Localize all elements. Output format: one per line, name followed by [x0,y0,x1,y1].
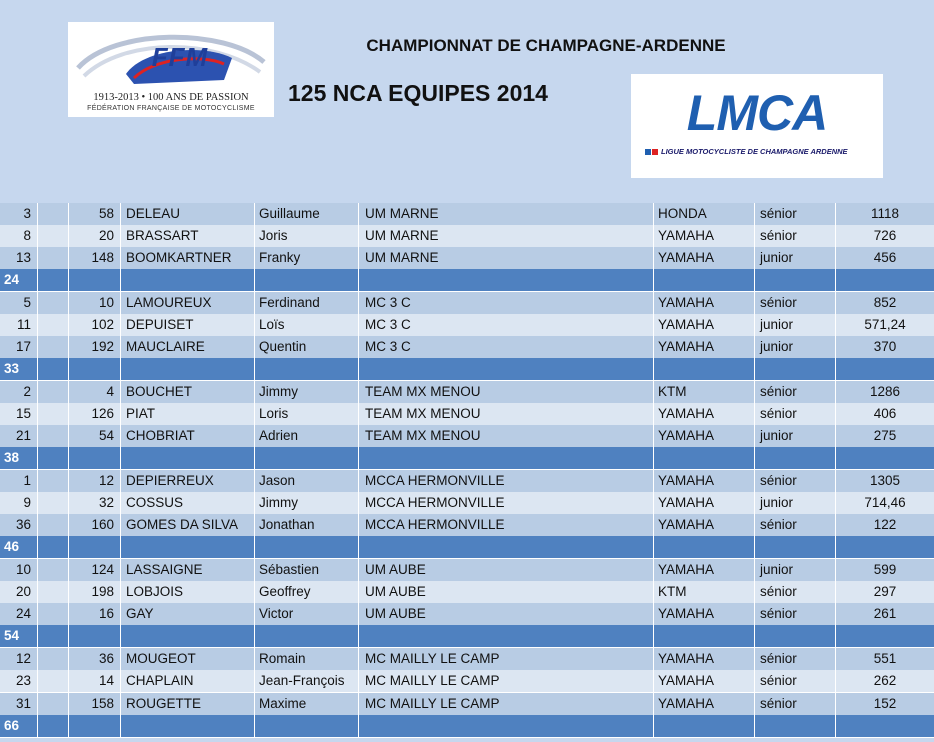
empty-cell [37,603,68,625]
rider-firstname-cell: Jason [254,470,358,492]
page-header [0,0,934,200]
points-cell: 275 [835,425,934,447]
ffm-logo [68,22,274,117]
table-row [0,559,934,581]
race-number-cell [68,715,120,737]
rider-firstname-cell: Victor [254,603,358,625]
category-cell [754,447,835,469]
club-name-cell [358,536,653,558]
brand-cell [653,715,754,737]
table-row [0,514,934,536]
category-cell: sénior [754,381,835,403]
empty-cell [37,269,68,291]
table-row [0,648,934,670]
table-row [0,603,934,625]
table-row [0,403,934,425]
race-number-cell [68,536,120,558]
red-square-icon [652,149,658,155]
rank-cell: 2 [23,384,31,399]
ffm-anniversary: 1913-2013 • 100 ANS DE PASSION [93,92,249,103]
rider-firstname-cell: Quentin [254,336,358,358]
rider-firstname-cell: Sébastien [254,559,358,581]
rider-name-cell [120,536,254,558]
rider-name-cell: LOBJOIS [120,581,254,603]
rider-name-cell: MAUCLAIRE [120,336,254,358]
rider-firstname-cell: Jean-François [254,670,358,692]
rider-firstname-cell: Jimmy [254,381,358,403]
race-number-cell: 126 [68,403,120,425]
points-cell: 1118 [835,203,934,225]
table-row [0,470,934,492]
rider-name-cell [120,625,254,647]
rider-firstname-cell: Joris [254,225,358,247]
rank-cell: 20 [15,584,31,599]
brand-cell [653,625,754,647]
brand-cell: KTM [653,381,754,403]
category-cell [754,715,835,737]
table-row [0,425,934,447]
category-cell: sénior [754,603,835,625]
club-name-cell: TEAM MX MENOU [358,403,653,425]
rider-name-cell: DELEAU [120,203,254,225]
brand-cell [653,447,754,469]
empty-cell [37,403,68,425]
points-cell: 122 [835,514,934,536]
rider-name-cell: BOOMKARTNER [120,247,254,269]
points-cell: 261 [835,603,934,625]
empty-cell [37,581,68,603]
rider-firstname-cell [254,625,358,647]
team-total: 38 [4,450,20,465]
club-name-cell: UM AUBE [358,581,653,603]
club-name-cell: MCCA HERMONVILLE [358,514,653,536]
category-cell: sénior [754,225,835,247]
rider-name-cell: BOUCHET [120,381,254,403]
team-total-row [0,358,934,380]
points-cell: 152 [835,693,934,715]
empty-cell [37,225,68,247]
brand-cell: YAMAHA [653,492,754,514]
points-cell [835,536,934,558]
brand-cell: YAMAHA [653,225,754,247]
rider-name-cell: COSSUS [120,492,254,514]
race-number-cell [68,625,120,647]
lmca-tagline-bar [645,147,869,157]
table-row [0,336,934,358]
brand-cell: YAMAHA [653,470,754,492]
empty-cell [37,247,68,269]
race-number-cell: 54 [68,425,120,447]
club-name-cell: MC MAILLY LE CAMP [358,693,653,715]
rider-firstname-cell: Jonathan [254,514,358,536]
rider-name-cell: DEPIERREUX [120,470,254,492]
table-row [0,203,934,225]
table-row [0,492,934,514]
points-cell: 852 [835,292,934,314]
empty-cell [37,693,68,715]
page-title: CHAMPIONNAT DE CHAMPAGNE-ARDENNE [366,36,726,55]
rider-firstname-cell [254,715,358,737]
brand-cell: YAMAHA [653,336,754,358]
category-cell [754,269,835,291]
rider-firstname-cell: Adrien [254,425,358,447]
rider-name-cell: DEPUISET [120,314,254,336]
rank-cell: 13 [15,250,31,265]
rider-firstname-cell: Loïs [254,314,358,336]
category-cell: junior [754,425,835,447]
team-total-row [0,269,934,291]
empty-cell [37,358,68,380]
empty-cell [37,670,68,692]
race-number-cell [68,269,120,291]
points-cell: 370 [835,336,934,358]
race-number-cell: 198 [68,581,120,603]
page-subtitle: 125 NCA EQUIPES 2014 [288,80,548,106]
category-cell: sénior [754,693,835,715]
club-name-cell: UM MARNE [358,203,653,225]
rider-firstname-cell: Geoffrey [254,581,358,603]
race-number-cell: 14 [68,670,120,692]
team-total: 33 [4,361,20,376]
empty-cell [37,559,68,581]
brand-cell: YAMAHA [653,314,754,336]
rank-cell: 5 [23,295,31,310]
empty-cell [37,536,68,558]
club-name-cell [358,625,653,647]
club-name-cell: UM AUBE [358,559,653,581]
category-cell: junior [754,247,835,269]
club-name-cell: MCCA HERMONVILLE [358,492,653,514]
rider-firstname-cell: Romain [254,648,358,670]
rider-firstname-cell: Loris [254,403,358,425]
empty-cell [37,648,68,670]
brand-cell: YAMAHA [653,648,754,670]
table-row [0,225,934,247]
points-cell: 406 [835,403,934,425]
club-name-cell: TEAM MX MENOU [358,425,653,447]
table-row [0,292,934,314]
brand-cell: YAMAHA [653,403,754,425]
rider-name-cell: GOMES DA SILVA [120,514,254,536]
race-number-cell [68,447,120,469]
empty-cell [37,381,68,403]
rider-name-cell: LAMOUREUX [120,292,254,314]
category-cell: sénior [754,292,835,314]
blue-square-icon [645,149,651,155]
club-name-cell [358,715,653,737]
club-name-cell: UM MARNE [358,247,653,269]
rider-name-cell: GAY [120,603,254,625]
table-row [0,670,934,692]
empty-cell [37,292,68,314]
race-number-cell: 160 [68,514,120,536]
race-number-cell: 158 [68,693,120,715]
rank-cell: 11 [16,317,31,332]
brand-cell: HONDA [653,203,754,225]
rank-cell: 23 [15,673,31,688]
empty-cell [37,447,68,469]
rider-firstname-cell [254,536,358,558]
category-cell: sénior [754,581,835,603]
points-cell [835,715,934,737]
points-cell: 1305 [835,470,934,492]
team-total: 24 [4,272,20,287]
club-name-cell: MC MAILLY LE CAMP [358,648,653,670]
race-number-cell: 124 [68,559,120,581]
category-cell: junior [754,559,835,581]
club-name-cell [358,447,653,469]
rank-cell: 15 [15,406,31,421]
points-cell [835,447,934,469]
rank-cell: 10 [15,562,31,577]
club-name-cell: MC MAILLY LE CAMP [358,670,653,692]
race-number-cell: 58 [68,203,120,225]
empty-cell [37,314,68,336]
points-cell [835,358,934,380]
lmca-mark: LMCA [686,85,828,141]
points-cell: 456 [835,247,934,269]
category-cell: sénior [754,648,835,670]
rider-name-cell [120,715,254,737]
category-cell [754,358,835,380]
rank-cell: 8 [23,228,31,243]
points-cell: 571,24 [835,314,934,336]
rider-name-cell: CHOBRIAT [120,425,254,447]
category-cell: sénior [754,403,835,425]
rider-firstname-cell: Maxime [254,693,358,715]
rank-cell: 3 [23,206,31,221]
brand-cell [653,536,754,558]
race-number-cell: 32 [68,492,120,514]
race-number-cell: 192 [68,336,120,358]
rank-cell: 31 [15,696,31,711]
race-number-cell: 12 [68,470,120,492]
brand-cell [653,269,754,291]
team-total: 54 [4,628,20,643]
rank-cell: 21 [15,428,31,443]
brand-cell: YAMAHA [653,603,754,625]
category-cell [754,625,835,647]
race-number-cell: 148 [68,247,120,269]
table-row [0,381,934,403]
rider-firstname-cell: Franky [254,247,358,269]
team-total-row [0,536,934,558]
rank-cell: 36 [15,517,31,532]
club-name-cell: MC 3 C [358,336,653,358]
rider-name-cell: LASSAIGNE [120,559,254,581]
brand-cell: YAMAHA [653,425,754,447]
rider-name-cell: CHAPLAIN [120,670,254,692]
club-name-cell: UM MARNE [358,225,653,247]
points-cell: 551 [835,648,934,670]
lmca-logo [631,74,883,178]
points-cell: 599 [835,559,934,581]
ffm-mark: FFM [151,42,209,72]
points-cell: 726 [835,225,934,247]
empty-cell [37,336,68,358]
table-row [0,581,934,603]
rider-firstname-cell: Jimmy [254,492,358,514]
points-cell: 1286 [835,381,934,403]
club-name-cell: TEAM MX MENOU [358,381,653,403]
rider-name-cell: PIAT [120,403,254,425]
lmca-tagline: LIGUE MOTOCYCLISTE DE CHAMPAGNE ARDENNE [661,147,848,156]
race-number-cell: 10 [68,292,120,314]
club-name-cell [358,358,653,380]
team-total: 66 [4,718,20,733]
category-cell: sénior [754,203,835,225]
ffm-federation: FÉDÉRATION FRANÇAISE DE MOTOCYCLISME [87,105,255,112]
club-name-cell: MC 3 C [358,314,653,336]
team-total-row [0,625,934,647]
club-name-cell: MC 3 C [358,292,653,314]
rider-name-cell [120,269,254,291]
rider-name-cell: BRASSART [120,225,254,247]
category-cell: junior [754,492,835,514]
category-cell: sénior [754,514,835,536]
empty-cell [37,470,68,492]
empty-cell [37,625,68,647]
category-cell [754,536,835,558]
points-cell: 297 [835,581,934,603]
empty-cell [37,514,68,536]
empty-cell [37,715,68,737]
rank-cell: 17 [15,339,31,354]
brand-cell: YAMAHA [653,514,754,536]
table-row [0,314,934,336]
team-total-row [0,715,934,737]
race-number-cell: 102 [68,314,120,336]
rank-cell: 12 [15,651,31,666]
rider-firstname-cell [254,269,358,291]
rank-cell: 24 [15,606,31,621]
row-separator [0,737,934,738]
race-number-cell: 16 [68,603,120,625]
rider-firstname-cell [254,358,358,380]
rider-name-cell: ROUGETTE [120,693,254,715]
team-total-row [0,447,934,469]
empty-cell [37,203,68,225]
team-total: 46 [4,539,20,554]
rider-name-cell [120,358,254,380]
rider-firstname-cell: Guillaume [254,203,358,225]
points-cell: 262 [835,670,934,692]
race-number-cell: 20 [68,225,120,247]
rider-name-cell [120,447,254,469]
rider-firstname-cell: Ferdinand [254,292,358,314]
rider-name-cell: MOUGEOT [120,648,254,670]
brand-cell: YAMAHA [653,670,754,692]
brand-cell: YAMAHA [653,693,754,715]
race-number-cell [68,358,120,380]
race-number-cell: 4 [68,381,120,403]
empty-cell [37,425,68,447]
table-row [0,693,934,715]
points-cell [835,269,934,291]
category-cell: junior [754,314,835,336]
category-cell: sénior [754,670,835,692]
brand-cell [653,358,754,380]
rider-firstname-cell [254,447,358,469]
brand-cell: KTM [653,581,754,603]
brand-cell: YAMAHA [653,292,754,314]
points-cell: 714,46 [835,492,934,514]
rank-cell: 9 [23,495,31,510]
club-name-cell: MCCA HERMONVILLE [358,470,653,492]
table-row [0,247,934,269]
brand-cell: YAMAHA [653,559,754,581]
rank-cell: 1 [23,473,31,488]
club-name-cell [358,269,653,291]
brand-cell: YAMAHA [653,247,754,269]
empty-cell [37,492,68,514]
category-cell: junior [754,336,835,358]
club-name-cell: UM AUBE [358,603,653,625]
category-cell: sénior [754,470,835,492]
points-cell [835,625,934,647]
race-number-cell: 36 [68,648,120,670]
